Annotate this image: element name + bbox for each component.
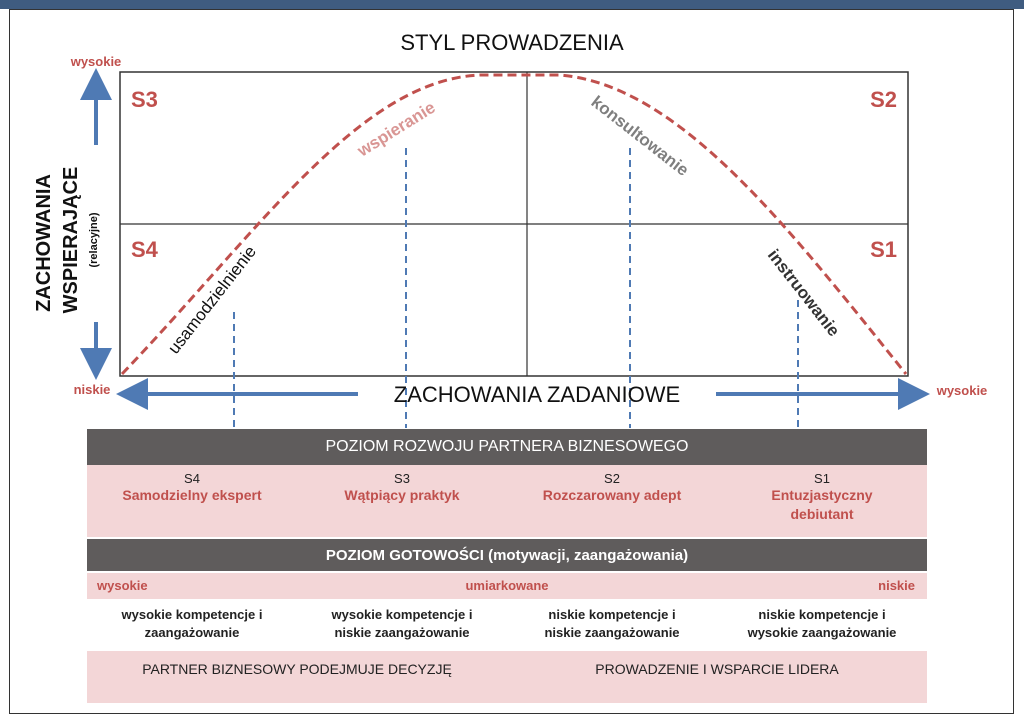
decision-row: [87, 651, 927, 703]
level-s4: [87, 471, 297, 505]
y-axis-subtitle: (relacyjne): [88, 212, 100, 268]
curve-label-delegating: usamodzielnienie: [164, 242, 261, 358]
level-name: Rozczarowany adept: [542, 487, 682, 503]
readiness-header-text: POZIOM GOTOWOŚCI (motywacji, zaangażowania): [325, 546, 689, 564]
curve-label-directing: instruowanie: [763, 245, 844, 341]
competence-s4: [87, 606, 297, 642]
partner-decides-text: PARTNER BIZNESOWY PODEJMUJE DECYZJĘ: [142, 661, 452, 677]
x-axis-high-label: wysokie: [936, 383, 988, 398]
curve-label-supporting: wspieranie: [354, 97, 439, 161]
level-name: Entuzjastyczny: [771, 487, 873, 503]
partner-level-header: [87, 429, 927, 465]
competence-s1: [717, 606, 927, 642]
quadrant-label-s3: S3: [131, 87, 158, 112]
competence-line1: niskie kompetencje i: [758, 607, 886, 622]
level-s2: [507, 471, 717, 505]
y-axis-low-label: niskie: [73, 382, 111, 397]
quadrant-label-s1: S1: [870, 237, 897, 262]
level-code: S2: [604, 471, 620, 486]
y-axis-high-label: wysokie: [70, 54, 122, 69]
competence-line2: zaangażowanie: [144, 625, 240, 640]
level-s1: [717, 471, 927, 524]
level-s3: [297, 471, 507, 505]
x-axis-title: ZACHOWANIA ZADANIOWE: [393, 382, 681, 407]
competence-s2: [507, 606, 717, 642]
curve-label-coaching: konsultowanie: [587, 92, 693, 180]
competence-line1: wysokie kompetencje i: [331, 607, 473, 622]
readiness-header: [87, 539, 927, 571]
competence-line1: wysokie kompetencje i: [121, 607, 263, 622]
level-name: Samodzielny ekspert: [122, 487, 262, 503]
competence-row: [87, 602, 927, 648]
level-name: Wątpiący praktyk: [344, 487, 460, 503]
competence-line1: niskie kompetencje i: [548, 607, 676, 622]
competence-line2: wysokie zaangażowanie: [747, 625, 897, 640]
partner-level-header-text: POZIOM ROZWOJU PARTNERA BIZNESOWEGO: [325, 438, 689, 455]
readiness-scale-row: [87, 573, 927, 599]
y-axis-title-line1: ZACHOWANIA: [33, 174, 55, 312]
level-code: S4: [184, 471, 200, 486]
level-code: S1: [814, 471, 830, 486]
readiness-low: niskie: [878, 578, 915, 593]
quadrant-label-s4: S4: [131, 237, 158, 262]
readiness-high: wysokie: [97, 578, 148, 593]
diagram-title: STYL PROWADZENIA: [400, 30, 624, 55]
partner-levels-row: [87, 465, 927, 537]
quadrant-label-s2: S2: [870, 87, 897, 112]
readiness-mid: umiarkowane: [465, 578, 549, 593]
competence-line2: niskie zaangażowanie: [544, 625, 680, 640]
competence-s3: [297, 606, 507, 642]
level-name-line2: debiutant: [790, 506, 854, 522]
leader-support-text: PROWADZENIE I WSPARCIE LIDERA: [595, 661, 839, 677]
y-axis-title-line2: WSPIERAJĄCE: [60, 166, 82, 314]
competence-line2: niskie zaangażowanie: [334, 625, 470, 640]
level-code: S3: [394, 471, 410, 486]
